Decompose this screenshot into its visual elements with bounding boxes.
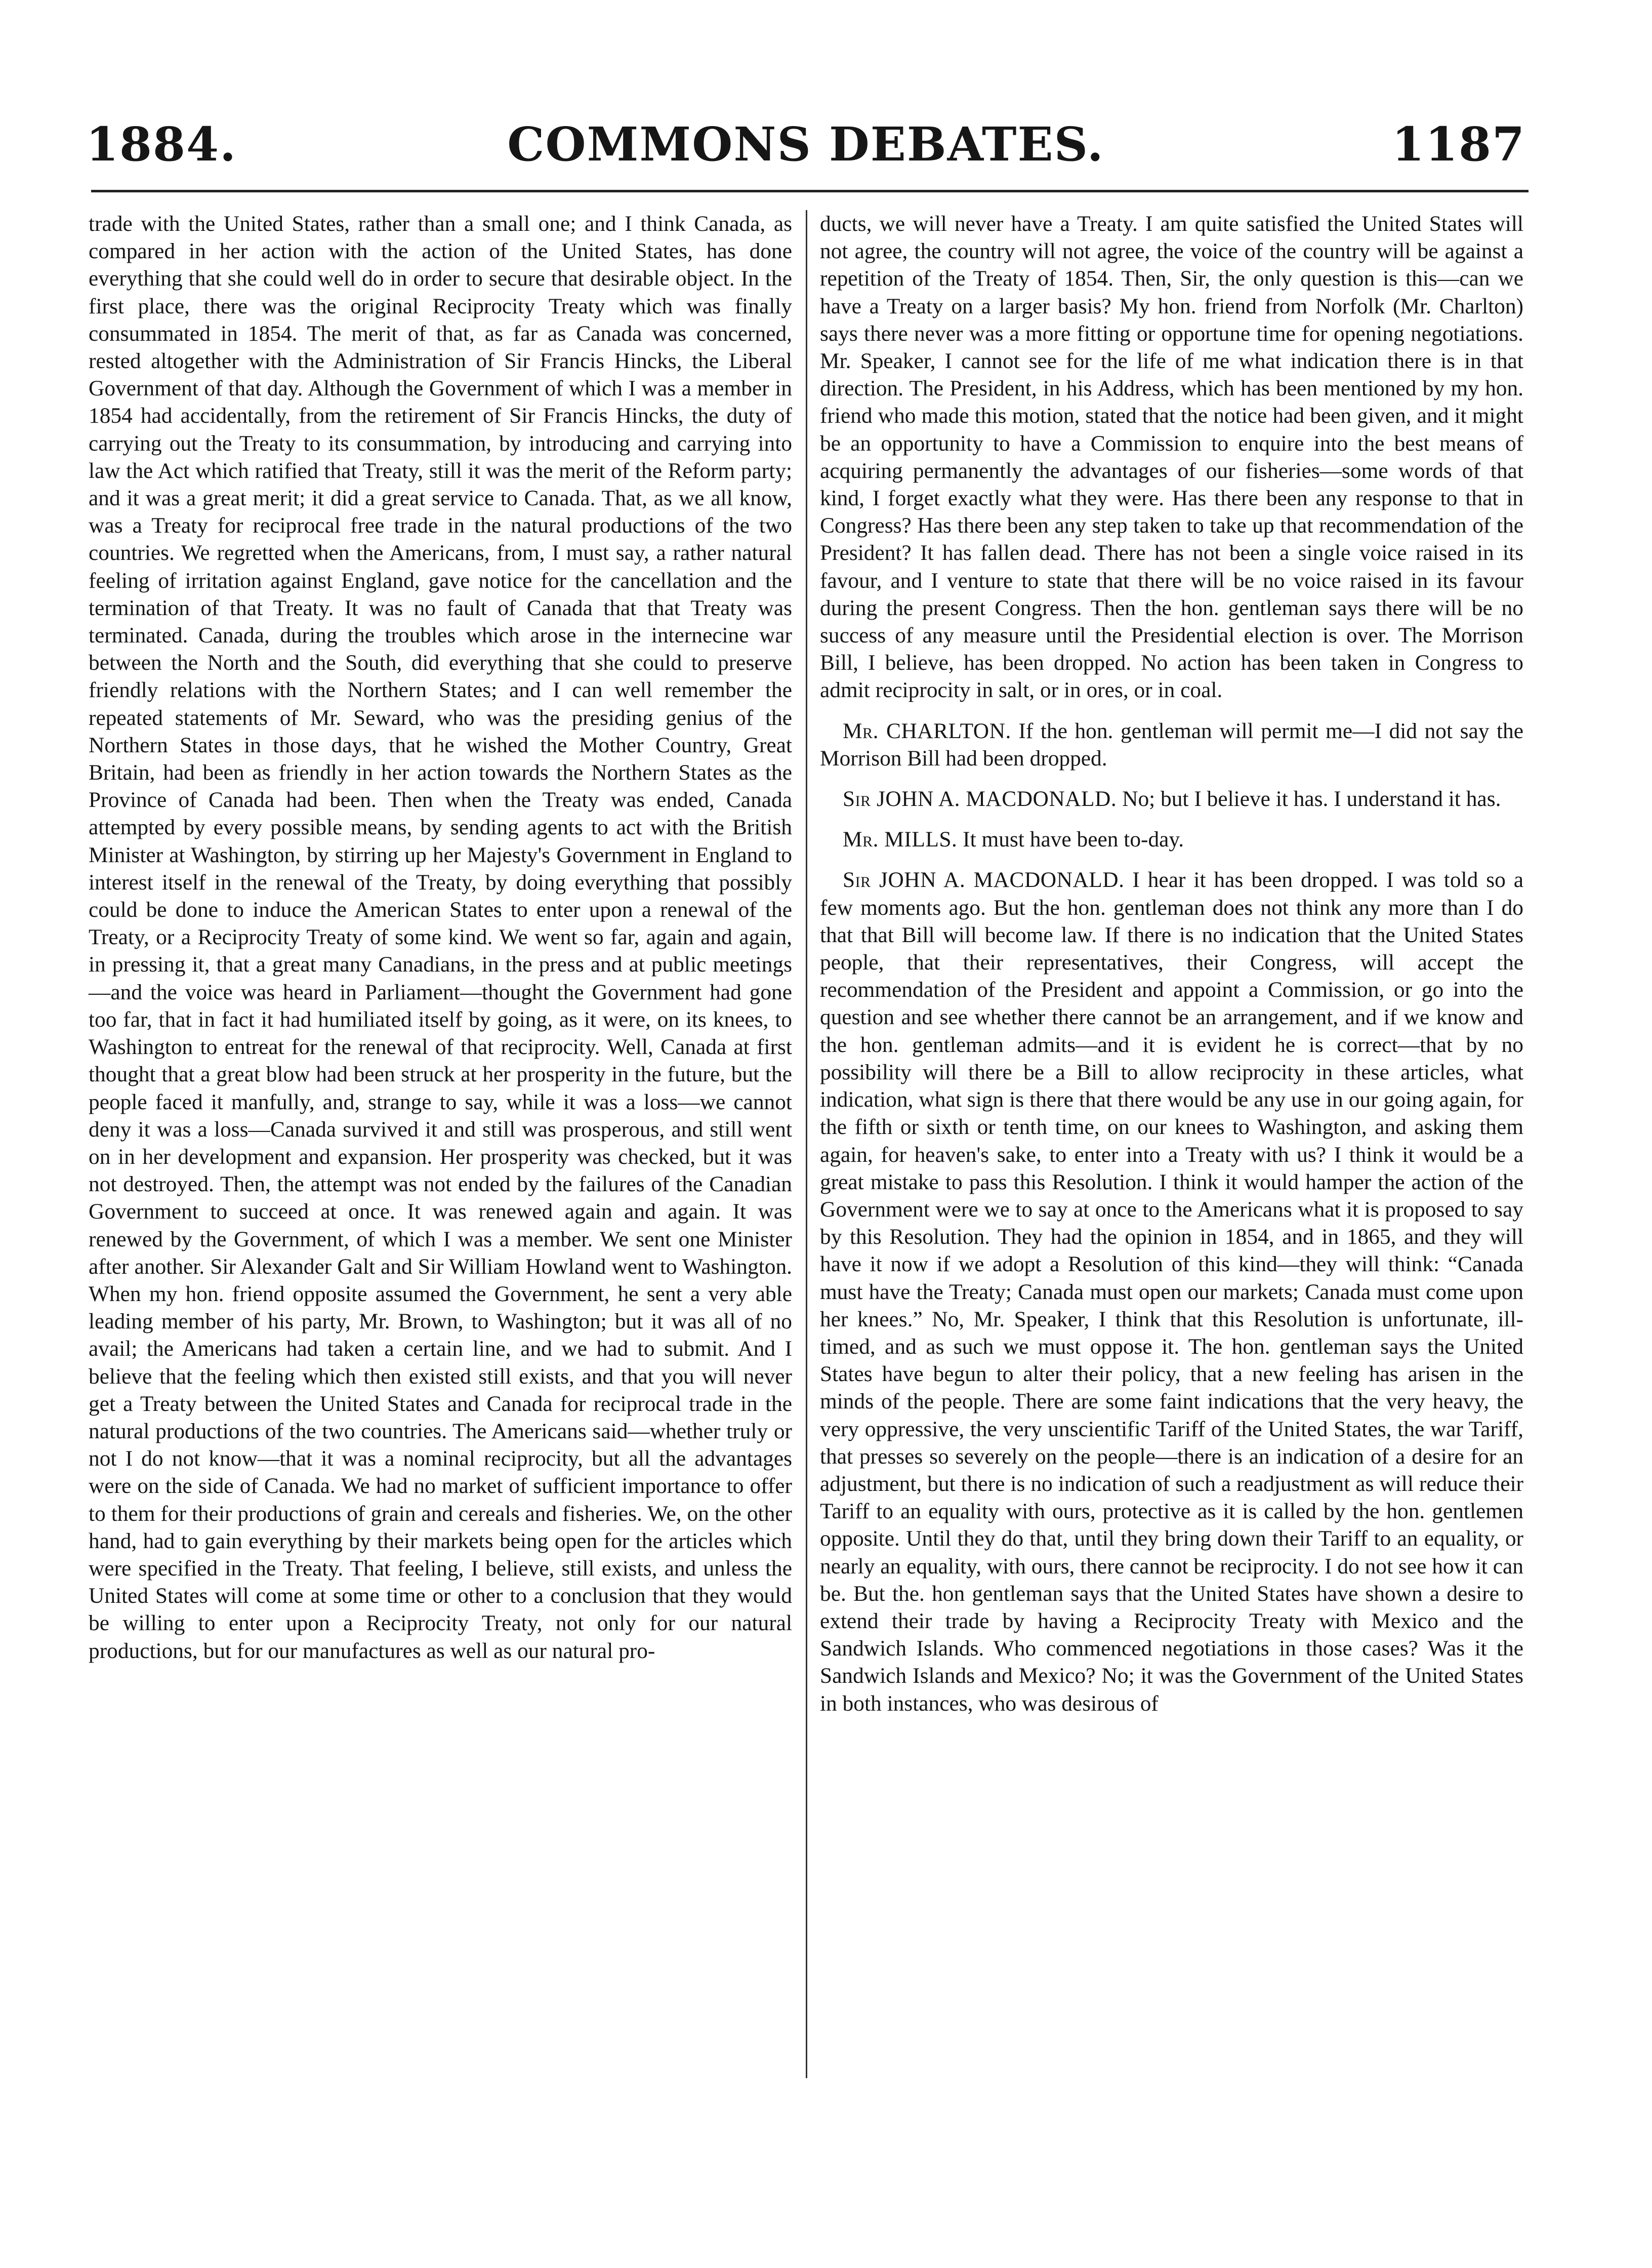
header-page-number: 1187: [1391, 117, 1525, 172]
speaker-name: Sir JOHN A. MACDONALD.: [843, 787, 1117, 812]
speech-text: If the hon. gentleman will permit me—I did not say the Morrison Bill had been dropped.: [820, 718, 1523, 771]
speech-charlton: [820, 717, 1523, 772]
page-header: [86, 116, 1525, 177]
speaker-name: Sir JOHN A. MACDONALD.: [843, 868, 1125, 893]
speech-mills: [820, 826, 1523, 853]
speech-text: It must have been to-day.: [963, 827, 1184, 852]
speech-text: I hear it has been dropped. I was told so a few moments ago. But the hon. gentleman does not think any more than I do that that Bill will become law. If there is no indication that the United States people, that their representatives, their Congress, will accept the recommendation of the President and appoint a Commission, or go into the question and see whether there cannot be an arrangement, and if we know and the hon. gentleman admits—and it is evident he is correct—that by no possibility will there be a Bill to allow reciprocity in these articles, what indication, what sign is there that there would be any use in our going again, for the fifth or sixth or tenth time, on our knees to Washington, and asking them again, for heaven's sake, to enter into a Treaty with us? I think it would be a great mistake to pass this Resolution. I think it would hamper the action of the Government were we to say at once to the Americans what it is proposed to say by this Resolution. They had the opinion in 1854, and in 1865, and they will have it now if we adopt a Resolution of this kind—they will think: “Canada must have the Treaty; Canada must open our markets; Canada must come upon her knees.” No, Mr. Speaker, I think that this Resolution is unfortunate, ill-timed, and as such we must oppose it. The hon. gentleman says the United States have begun to alter their policy, that a new feeling has arisen in the minds of the people. There are some faint indications that the very heavy, the very oppressive, the very unscientific Tariff of the United States, the war Tariff, that presses so severely on the people—there is an indication of a desire for an adjustment, but there is no indication of such a readjustment as will reduce their Tariff to an equality with ours, protective as it is called by the hon. gentlemen opposite. Until they do that, until they bring down their Tariff to an equality, or nearly an equality, with ours, there cannot be reciprocity. I do not see how it can be. But the. hon gentleman says that the United States have shown a desire to extend their trade by having a Reciprocity Treaty with Mexico and the Sandwich Islands. Who commenced negotiations in those cases? Was it the Sandwich Islands and Mexico? No; it was the Government of the United States in both instances, who was desirous of: [820, 868, 1523, 1716]
speech-text: No; but I believe it has. I understand it has.: [1122, 787, 1501, 812]
speech-macdonald-1: [820, 785, 1523, 813]
header-year: 1884.: [86, 117, 237, 172]
right-column-continuation: ducts, we will never have a Treaty. I am quite satisfied the United States will not agree, the country will not agree, the voice of the country will be against a repetition of the Treaty of 1854. Then, Sir, the only question is this—can we have a Treaty on a larger basis? My hon. friend from Norfolk (Mr. Charlton) says there never was a more fitting or opportune time for opening negotiations. Mr. Speaker, I cannot see for the life of me what indication there is in that direction. The President, in his Address, which has been mentioned by my hon. friend who made this motion, stated that the notice had been given, and it might be an opportunity to have a Commission to enquire into the best means of acquiring permanently the advantages of our fisheries—some words of that kind, I forget exactly what they were. Has there been any response to that in Congress? Has there been any step taken to take up that recommendation of the President? It has fallen dead. There has not been a single voice raised in its favour, and I venture to state that there will be no voice raised in its favour during the present Congress. Then the hon. gentleman says there will be no success of any measure until the Presidential election is over. The Morrison Bill, I believe, has been dropped. No action has been taken in Congress to admit reciprocity in salt, or in ores, or in coal.: [820, 212, 1523, 703]
right-column: [820, 210, 1523, 1717]
speech-macdonald-2: [820, 866, 1523, 1717]
speaker-name: Mr. CHARLTON.: [843, 718, 1011, 743]
header-title: COMMONS DEBATES.: [507, 117, 1104, 172]
header-rule: [91, 190, 1529, 192]
column-divider: [806, 210, 807, 2078]
left-column-text: trade with the United States, rather than a small one; and I think Canada, as compared in her action with the action of the United States, has done everything that she could well do in order to secure that desirable object. In the first place, there was the original Reciprocity Treaty which was finally consummated in 1854. The merit of that, as far as Canada was concerned, rested altogether with the Administration of Sir Francis Hincks, the Liberal Government of that day. Although the Government of which I was a member in 1854 had accidentally, from the retirement of Sir Francis Hincks, the duty of carrying out the Treaty to its consummation, by introducing and carrying into law the Act which ratified that Treaty, still it was the merit of the Reform party; and it was a great merit; it did a great service to Canada. That, as we all know, was a Treaty for reciprocal free trade in the natural productions of the two countries. We regretted when the Americans, from, I must say, a rather natural feeling of irritation against England, gave notice for the cancellation and the termination of that Treaty. It was no fault of Canada that that Treaty was terminated. Canada, during the troubles which arose in the internecine war between the North and the South, did everything that she could to preserve friendly relations with the Northern States; and I can well remember the repeated statements of Mr. Seward, who was the presiding genius of the Northern States in those days, that he wished the Mother Country, Great Britain, had been as friendly in her action towards the Northern States as the Province of Canada had been. Then when the Treaty was ended, Canada attempted by every possible means, by sending agents to act with the British Minister at Washington, by stirring up her Majesty's Government in England to interest itself in the renewal of the Treaty, by doing everything that possibly could be done to induce the American States to enter upon a renewal of the Treaty, or a Reciprocity Treaty of some kind. We went so far, again and again, in pressing it, that a great many Canadians, in the press and at public meetings—and the voice was heard in Parliament—thought the Government had gone too far, that in fact it had humiliated itself by going, as it were, on its knees, to Washington to entreat for the renewal of that reciprocity. Well, Canada at first thought that a great blow had been struck at her prosperity in the future, but the people faced it manfully, and, strange to say, while it was a loss—we cannot deny it was a loss—Canada survived it and still was prosperous, and still went on in her development and expansion. Her prosperity was checked, but it was not destroyed. Then, the attempt was not ended by the failures of the Canadian Government to succeed at once. It was renewed again and again. It was renewed by the Government, of which I was a member. We sent one Minister after another. Sir Alexander Galt and Sir William Howland went to Washington. When my hon. friend opposite assumed the Government, he sent a very able leading member of his party, Mr. Brown, to Washington; but it was all of no avail; the Americans had taken a certain line, and we had to submit. And I believe that the feeling which then existed still exists, and that you will never get a Treaty between the United States and Canada for reciprocal trade in the natural productions of the two countries. The Americans said—whether truly or not I do not know—that it was a nominal reciprocity, but all the advantages were on the side of Canada. We had no market of sufficient importance to offer to them for their productions of grain and cereals and fisheries. We, on the other hand, had to gain everything by their markets being open for the articles which were specified in the Treaty. That feeling, I believe, still exists, and unless the United States will come at some time or other to a conclusion that they would be willing to enter upon a Reciprocity Treaty, not only for our natural productions, but for our manufactures as well as our natural pro-: [89, 212, 792, 1663]
left-column: [89, 210, 792, 1665]
speaker-name: Mr. MILLS.: [843, 827, 958, 852]
